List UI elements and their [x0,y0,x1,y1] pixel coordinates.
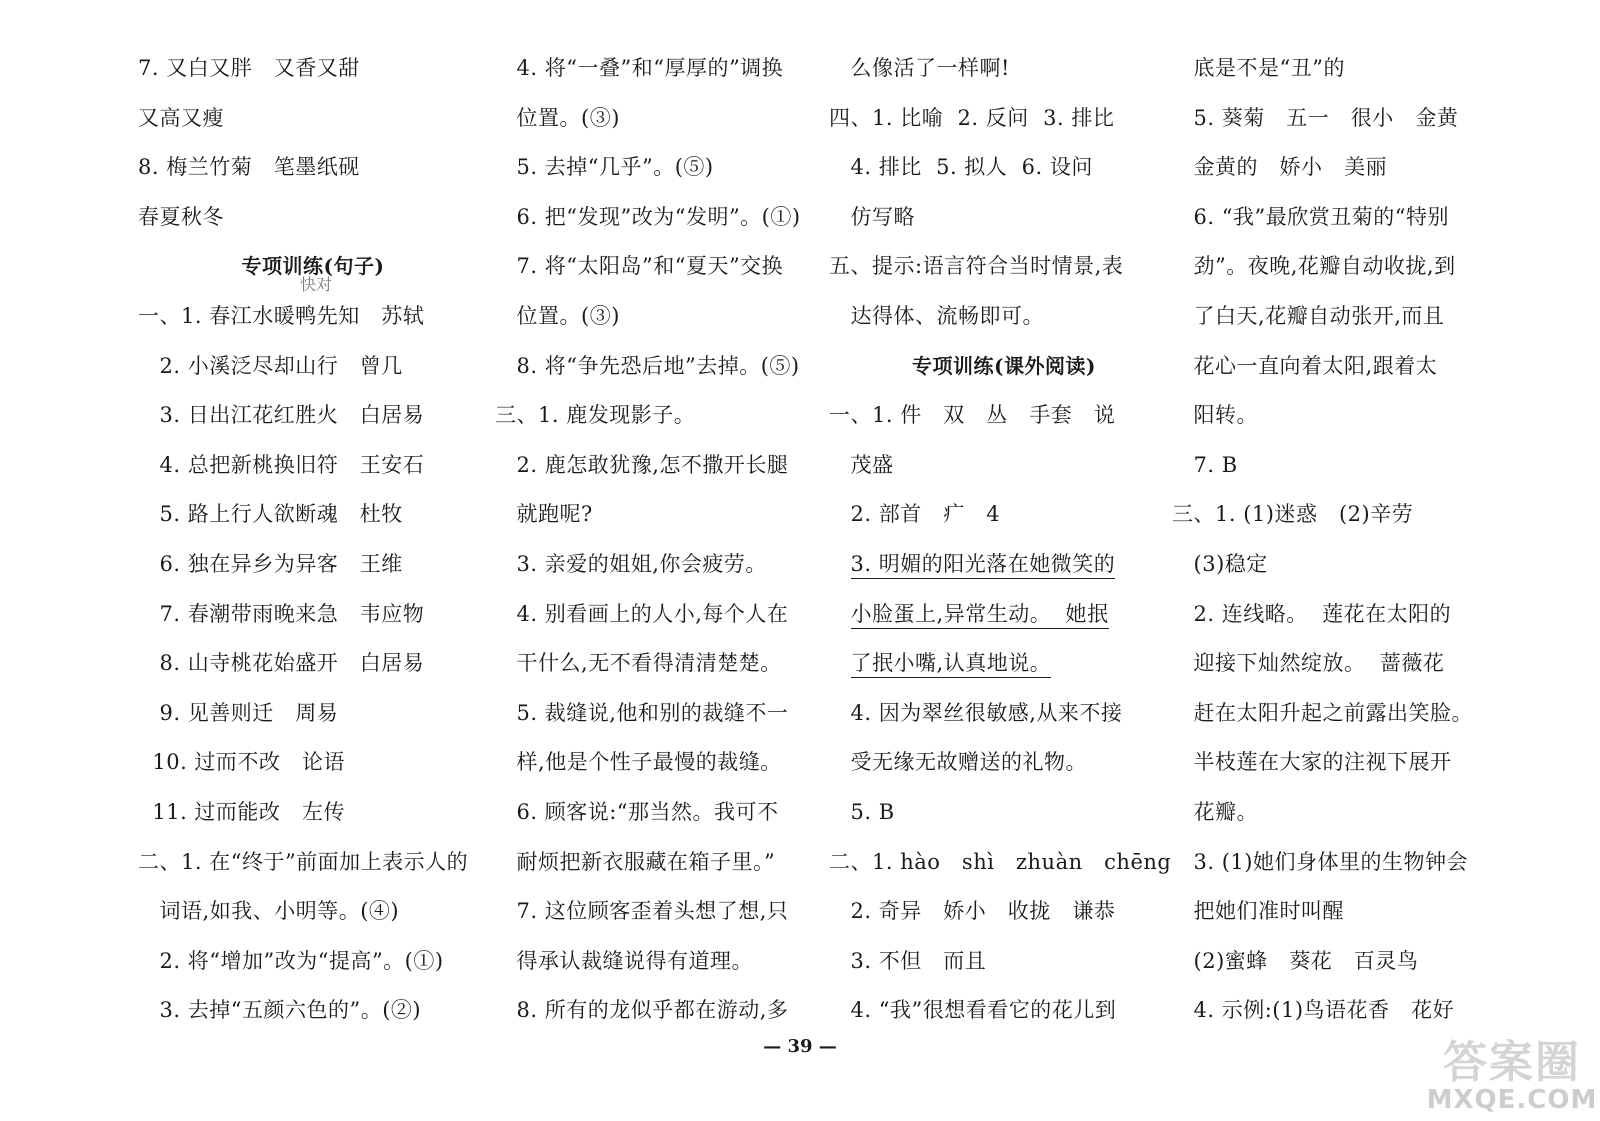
answer-line: 金黄的 娇小 美丽 [1172,155,1388,180]
column-2 [495,44,845,1036]
answer-line: 4. 示例:(1)鸟语花香 花好 [1172,998,1455,1023]
answer-line: 迎接下灿然绽放。 蔷薇花 [1172,651,1445,676]
answer-line: 四、1. 比喻 2. 反问 3. 排比 [829,105,1115,130]
column-1 [138,44,488,1036]
answer-line: 8. 将“争先恐后地”去掉。(⑤) [495,353,800,378]
answer-line: 位置。(③) [495,105,620,130]
section-heading: 专项训练(句子) [241,254,385,279]
answer-line: 4. 因为翠丝很敏感,从来不接 [829,700,1123,725]
answer-line: (2)蜜蜂 葵花 百灵鸟 [1172,948,1419,973]
answer-line: 2. 将“增加”改为“提高”。(①) [138,948,444,973]
answer-line: 三、1. (1)迷惑 (2)辛劳 [1172,502,1414,527]
answer-line: 5. 去掉“几乎”。(⑤) [495,155,714,180]
answer-line: 又高又瘦 [138,105,224,130]
answer-line: 6. 顾客说:“那当然。我可不 [495,799,779,824]
answer-line: 8. 山寺桃花始盛开 白居易 [138,651,425,676]
answer-line: 干什么,无不看得清清楚楚。 [495,651,782,676]
column-4 [1172,44,1522,1036]
answer-line: 3. 亲爱的姐姐,你会疲劳。 [495,551,767,576]
answer-line: 3. (1)她们身体里的生物钟会 [1172,849,1468,874]
answer-line: 二、1. 在“终于”前面加上表示人的 [138,849,469,874]
answer-line: 一、1. 春江水暖鸭先知 苏轼 [138,303,425,328]
answer-line: 9. 见善则迁 周易 [138,700,339,725]
answer-line: 么像活了一样啊! [829,56,1010,80]
answer-line: 样,他是个性子最慢的裁缝。 [495,750,782,775]
answer-line: 4. 别看画上的人小,每个人在 [495,601,789,626]
answer-line: 6. “我”最欣赏丑菊的“特别 [1172,204,1449,229]
answer-line [829,540,1179,590]
answer-line: 得承认裁缝说得有道理。 [495,948,754,973]
answer-line: 7. 春潮带雨晚来急 韦应物 [138,601,425,626]
section-heading: 专项训练(课外阅读) [912,353,1096,378]
answer-line: 一、1. 件 双 丛 手套 说 [829,403,1116,428]
answer-line: 赶在太阳升起之前露出笑脸。 [1172,700,1474,725]
watermark-text: 快对 [300,275,333,294]
answer-line: 耐烦把新衣服藏在箱子里。” [495,849,776,874]
answer-line: 受无缘无故赠送的礼物。 [829,750,1088,775]
answer-line: 7. 又白又胖 又香又甜 [138,56,360,80]
answer-line: 4. 排比 5. 拟人 6. 设问 [829,155,1093,180]
answer-line: 7. 将“太阳岛”和“夏天”交换 [495,254,784,279]
answer-line: 5. B [829,799,895,824]
answer-line: 2. 小溪泛尽却山行 曾几 [138,353,403,378]
column-3 [829,44,1179,1036]
answer-line: 底是不是“丑”的 [1172,56,1345,80]
watermark-site: MXQE.COM [1426,1085,1598,1115]
answer-line: 2. 奇异 娇小 收拢 谦恭 [829,899,1116,924]
answer-line: 4. 总把新桃换旧符 王安石 [138,452,425,477]
answer-line: 7. B [1172,452,1238,477]
answer-line: 10. 过而不改 论语 [138,750,345,775]
answer-line [829,590,1179,640]
answer-line: 词语,如我、小明等。(④) [138,899,400,924]
answer-line: 8. 梅兰竹菊 笔墨纸砚 [138,155,360,180]
answer-line: 劲”。夜晚,花瓣自动收拢,到 [1172,254,1456,279]
answer-line: 11. 过而能改 左传 [138,799,345,824]
answer-line: 3. 去掉“五颜六色的”。(②) [138,998,422,1023]
answer-line: 6. 把“发现”改为“发明”。(①) [495,204,801,229]
watermark-stamp [1426,1015,1598,1115]
watermark-badge: 答案圈 [1443,1037,1581,1088]
answer-line: 了白天,花瓣自动张开,而且 [1172,303,1445,328]
underlined-answer: 了抿小嘴,认真地说。 [851,651,1052,678]
answer-line: (3)稳定 [1172,551,1268,576]
answer-line: 二、1. hào shì zhuàn chēng [829,849,1172,874]
answer-line: 位置。(③) [495,303,620,328]
answer-line: 茂盛 [829,452,894,477]
answer-line: 达得体、流畅即可。 [829,303,1045,328]
answer-line: 2. 连线略。 莲花在太阳的 [1172,601,1452,626]
answer-line: 仿写略 [829,204,916,229]
underlined-answer: 3. 明媚的阳光落在她微笑的 [851,552,1116,579]
answer-line: 8. 所有的龙似乎都在游动,多 [495,998,789,1023]
answer-line: 就跑呢? [495,502,593,527]
answer-line: 5. 葵菊 五一 很小 金黄 [1172,105,1459,130]
answer-line: 5. 路上行人欲断魂 杜牧 [138,502,403,527]
answer-line: 3. 日出江花红胜火 白居易 [138,403,425,428]
answer-line: 2. 鹿怎敢犹豫,怎不撒开长腿 [495,452,789,477]
answer-line: 4. 将“一叠”和“厚厚的”调换 [495,56,784,80]
answer-line: 把她们准时叫醒 [1172,899,1345,924]
answer-line: 7. 这位顾客歪着头想了想,只 [495,899,789,924]
answer-line: 三、1. 鹿发现影子。 [495,403,696,428]
underlined-answer: 小脸蛋上,异常生动。 她抿 [851,602,1109,629]
answer-line: 5. 裁缝说,他和别的裁缝不一 [495,700,789,725]
answer-line: 花心一直向着太阳,跟着太 [1172,353,1438,378]
answer-line: 春夏秋冬 [138,204,224,229]
answer-line [829,639,1179,689]
answer-line: 6. 独在异乡为异客 王维 [138,551,403,576]
answer-line: 2. 部首 疒 4 [829,502,1001,527]
answer-line: 五、提示:语言符合当时情景,表 [829,254,1124,279]
answer-line: 阳转。 [1172,403,1259,428]
answer-line: 3. 不但 而且 [829,948,987,973]
page-number: — 39 — [763,1036,837,1057]
answer-line: 半枝莲在大家的注视下展开 [1172,750,1452,775]
answer-line: 花瓣。 [1172,799,1259,824]
answer-line: 4. “我”很想看看它的花儿到 [829,998,1117,1023]
